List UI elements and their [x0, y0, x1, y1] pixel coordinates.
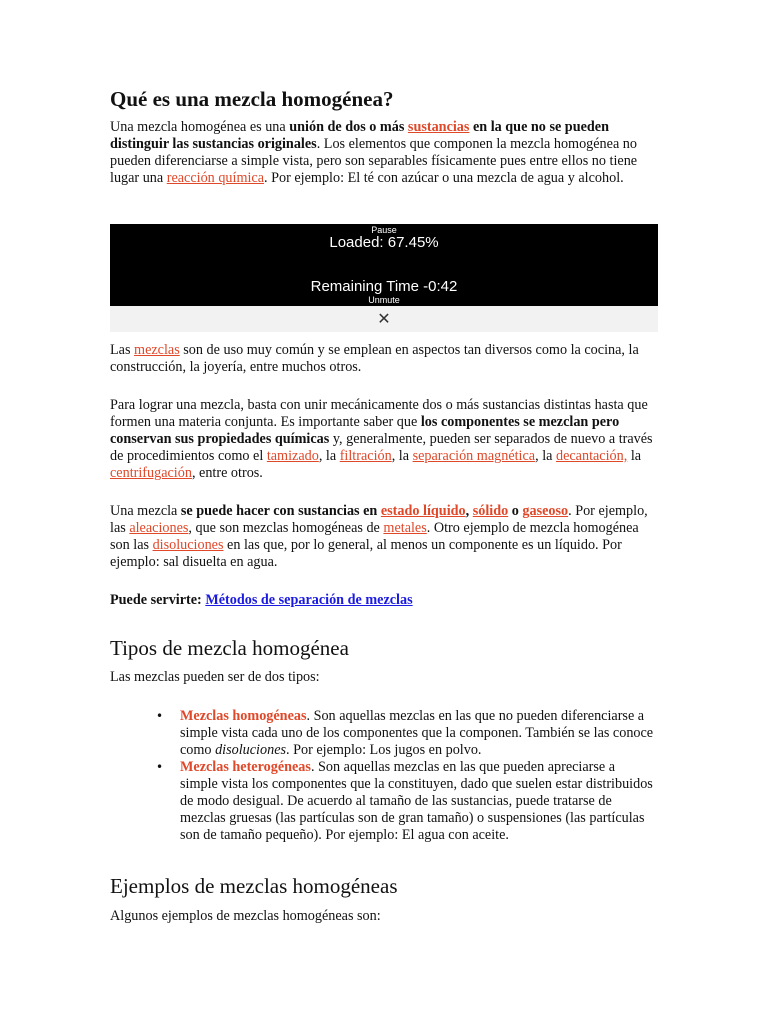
paragraph-usos [110, 342, 658, 376]
text: . Por ejemplo, las [110, 503, 648, 536]
text: , que son mezclas homogéneas de [188, 520, 384, 536]
link-reaccion-quimica[interactable]: reacción química [166, 170, 265, 186]
term-mezclas-homogeneas[interactable]: Mezclas homogéneas [180, 708, 307, 724]
list-item [110, 759, 654, 844]
text: y, generalmente, pueden ser separados de nuevo a través de procedimientos como el [110, 431, 653, 464]
link-metales[interactable]: metales [383, 520, 427, 536]
link-sustancias[interactable]: sustancias [407, 119, 470, 135]
bold-text: en la que no se pueden distinguir las sustancias originales [110, 119, 609, 152]
remaining-time: Remaining Time -0:42 [310, 278, 458, 295]
text: , entre otros. [191, 465, 263, 481]
text: . Por ejemplo: Los jugos en polvo. [286, 742, 482, 758]
bullet-icon: • [156, 760, 164, 774]
bold-text: , [465, 503, 473, 519]
link-mezclas[interactable]: mezclas [134, 342, 180, 358]
text: . Por ejemplo: El té con azúcar o una mezcla de agua y alcohol. [264, 170, 624, 186]
term-mezclas-heterogeneas[interactable]: Mezclas heterogéneas [180, 759, 311, 775]
bold-text: los componentes se mezclan pero conservan sus propiedades químicas [110, 414, 620, 447]
text: Una mezcla [110, 503, 181, 519]
tipos-intro: Las mezclas pueden ser de dos tipos: [110, 669, 320, 685]
bold-text: unión de dos o más [289, 119, 408, 135]
related-article [110, 592, 658, 609]
paragraph-estados [110, 503, 658, 571]
tipos-list [110, 708, 658, 844]
video-player[interactable] [110, 224, 658, 306]
text: Las [110, 342, 135, 358]
link-tamizado[interactable]: tamizado [266, 448, 319, 464]
text: . Son aquellas mezclas en las que pueden apreciarse a simple vista los componentes que la constituyen, dado que suelen estar distribuidos de modo desigual. De acuerdo al tamaño de las sustancias, puede tratarse de mezclas gruesas (las partículas son de gran tamaño) o suspensiones (las partículas son de tamaño pequeño). Por ejemplo: El agua con aceite. [180, 759, 653, 843]
text: son de uso muy común y se emplean en aspectos tan diversos como la cocina, la construcción, la joyería, entre muchos otros. [110, 342, 639, 375]
link-aleaciones[interactable]: aleaciones [129, 520, 189, 536]
close-player-bar [110, 306, 658, 332]
pause-button[interactable]: Pause [371, 225, 397, 235]
bullet-icon: • [156, 709, 164, 723]
link-decantacion[interactable]: decantación, [555, 448, 628, 464]
related-link[interactable]: Métodos de separación de mezclas [205, 592, 413, 608]
italic-text: disoluciones [215, 742, 287, 758]
bold-text: o [508, 503, 523, 519]
text: , la [535, 448, 556, 464]
ejemplos-intro: Algunos ejemplos de mezclas homogéneas son: [110, 908, 381, 924]
link-filtracion[interactable]: filtración [339, 448, 392, 464]
link-gaseoso[interactable]: gaseoso [522, 503, 569, 519]
list-item [110, 708, 654, 759]
unmute-button[interactable]: Unmute [368, 295, 400, 305]
intro-paragraph [110, 119, 658, 187]
text: en las que, por lo general, al menos un componente es un líquido. Por ejemplo: sal disuelta en agua. [110, 537, 622, 570]
loaded-status: Loaded: 67.45% [329, 234, 439, 251]
link-centrifugacion[interactable]: centrifugación [110, 465, 192, 481]
section-title-tipos: Tipos de mezcla homogénea [110, 636, 349, 660]
text: . Otro ejemplo de mezcla homogénea son las [110, 520, 639, 553]
bold-text: se puede hacer con sustancias en [180, 503, 381, 519]
page-title: Qué es una mezcla homogénea? [110, 87, 394, 111]
text: la [627, 448, 642, 464]
link-estado-liquido[interactable]: estado líquido [380, 503, 466, 519]
related-label: Puede servirte: [110, 592, 206, 608]
text: . Son aquellas mezclas en las que no pueden diferenciarse a simple vista cada uno de los componentes que la componen. También se las conoce como [180, 708, 654, 758]
text: Para lograr una mezcla, basta con unir mecánicamente dos o más sustancias distintas hasta que formen una materia conjunta. Es importante saber que [110, 397, 648, 430]
link-disoluciones[interactable]: disoluciones [152, 537, 224, 553]
link-separacion-magnetica[interactable]: separación magnética [412, 448, 536, 464]
link-solido[interactable]: sólido [472, 503, 509, 519]
text: , la [318, 448, 340, 464]
text: . Los elementos que componen la mezcla homogénea no pueden diferenciarse a simple vista, pero son separables físicamente pues entre ellos no tiene lugar una [110, 136, 638, 186]
close-icon[interactable]: ✕ [377, 309, 391, 328]
section-title-ejemplos: Ejemplos de mezclas homogéneas [110, 874, 398, 898]
text: Una mezcla homogénea es una [110, 119, 290, 135]
text: , la [391, 448, 413, 464]
paragraph-lograr-mezcla [110, 397, 658, 482]
